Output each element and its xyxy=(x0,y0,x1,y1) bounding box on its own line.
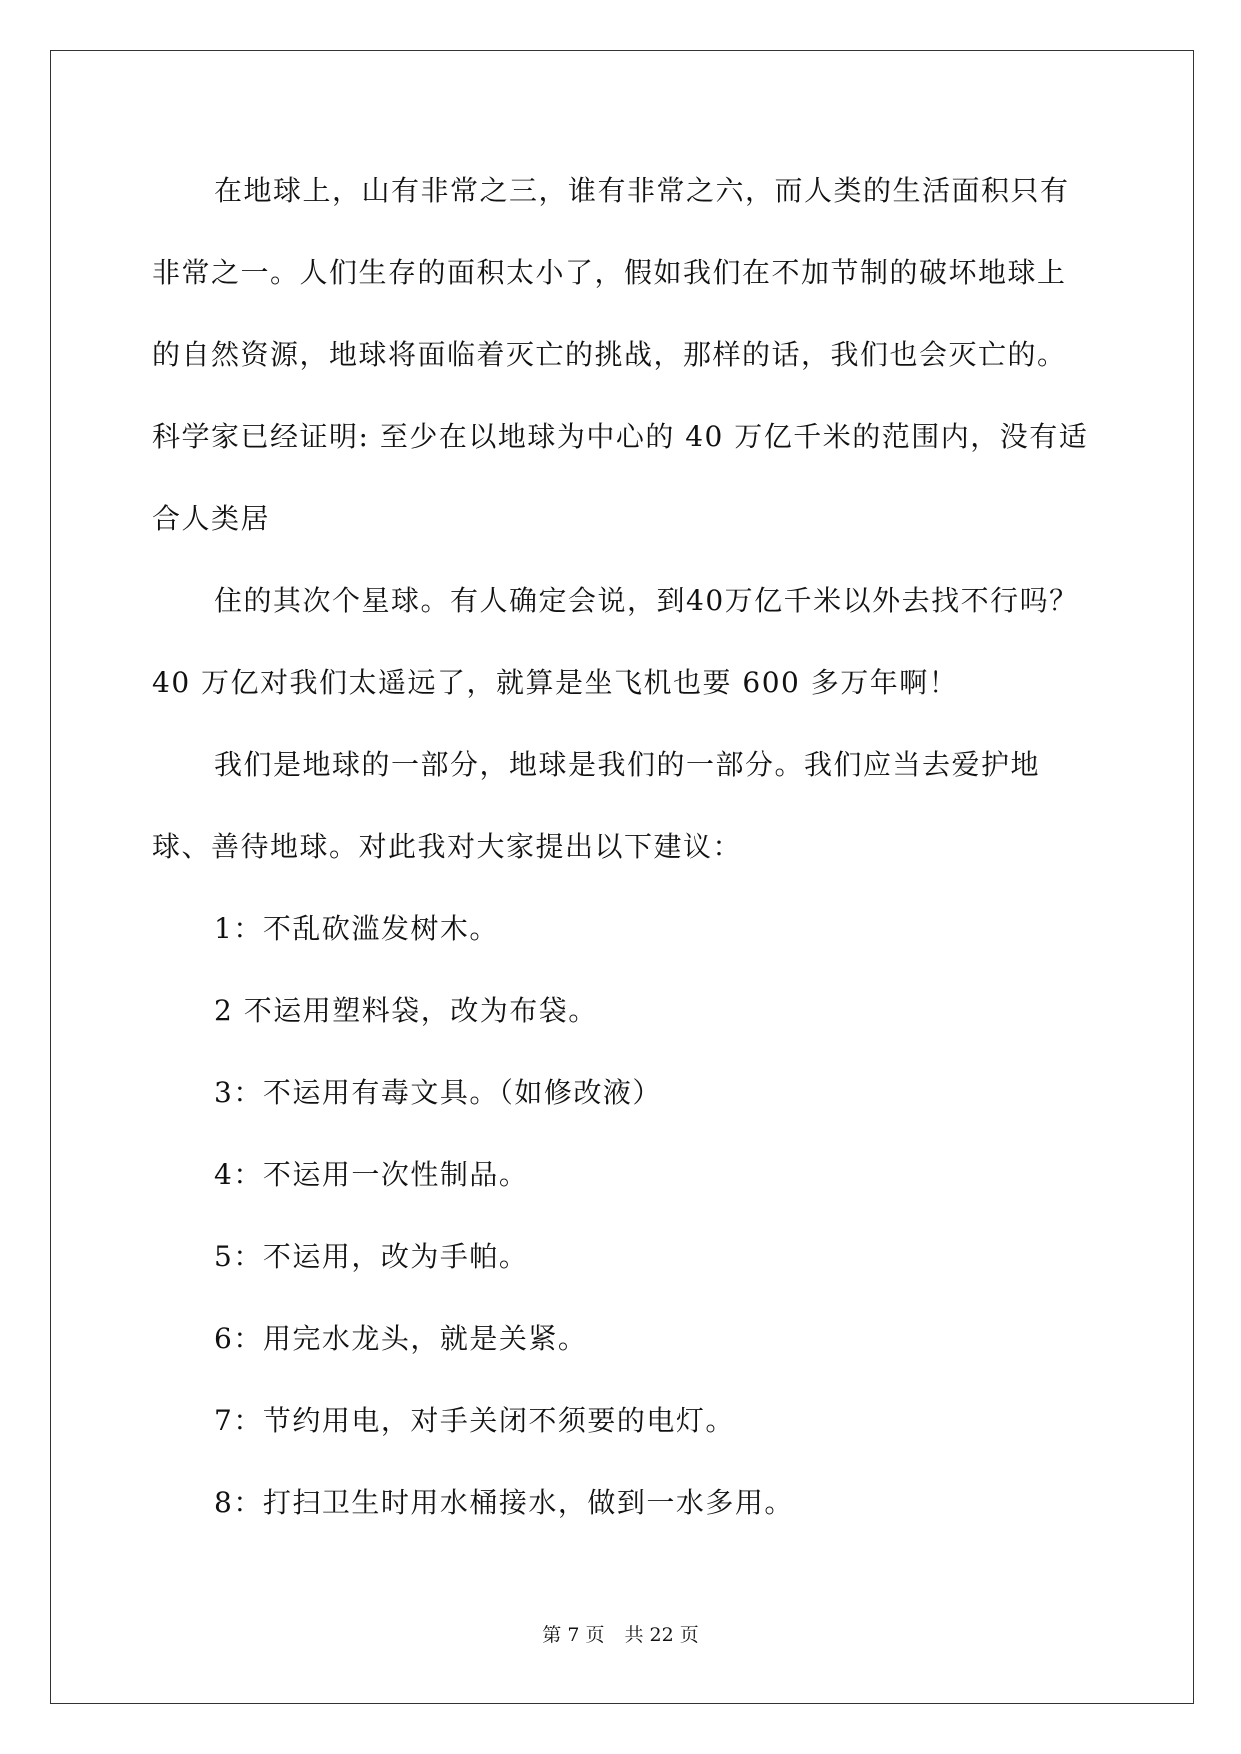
list-item: 4：不运用一次性制品。 xyxy=(214,1158,529,1191)
list-item: 7：节约用电，对手关闭不须要的电灯。 xyxy=(214,1404,735,1437)
paragraph: 我们是地球的一部分，地球是我们的一部分。我们应当去爱护地球、善待地球。对此我对大家提出以下建议： xyxy=(152,748,1041,863)
list-item: 5：不运用，改为手帕。 xyxy=(214,1240,529,1273)
page-total: 共 22 页 xyxy=(624,1624,699,1646)
list-item: 2 不运用塑料袋，改为布袋。 xyxy=(214,994,598,1027)
page-number: 第 7 页 xyxy=(542,1624,605,1646)
list-item: 3：不运用有毒文具。（如修改液） xyxy=(214,1076,662,1109)
paragraph: 住的其次个星球。有人确定会说，到40万亿千米以外去找不行吗？40 万亿对我们太遥远了，就算是坐飞机也要 600 多万年啊！ xyxy=(152,584,1079,699)
paragraph: 在地球上，山有非常之三，谁有非常之六，而人类的生活面积只有非常之一。人们生存的面积太小了，假如我们在不加节制的破坏地球上的自然资源，地球将面临着灭亡的挑战，那样的话，我们也会灭亡的。科学家已经证明: 至少在以地球为中心的 40 万亿千米的范围内，没有适合人类居 xyxy=(152,174,1089,535)
list-item: 6：用完水龙头，就是关紧。 xyxy=(214,1322,588,1355)
list-item: 1：不乱砍滥发树木。 xyxy=(214,912,499,945)
document-body xyxy=(152,150,1092,1544)
list-item: 8：打扫卫生时用水桶接水，做到一水多用。 xyxy=(214,1486,794,1519)
page-footer xyxy=(0,1620,1241,1647)
